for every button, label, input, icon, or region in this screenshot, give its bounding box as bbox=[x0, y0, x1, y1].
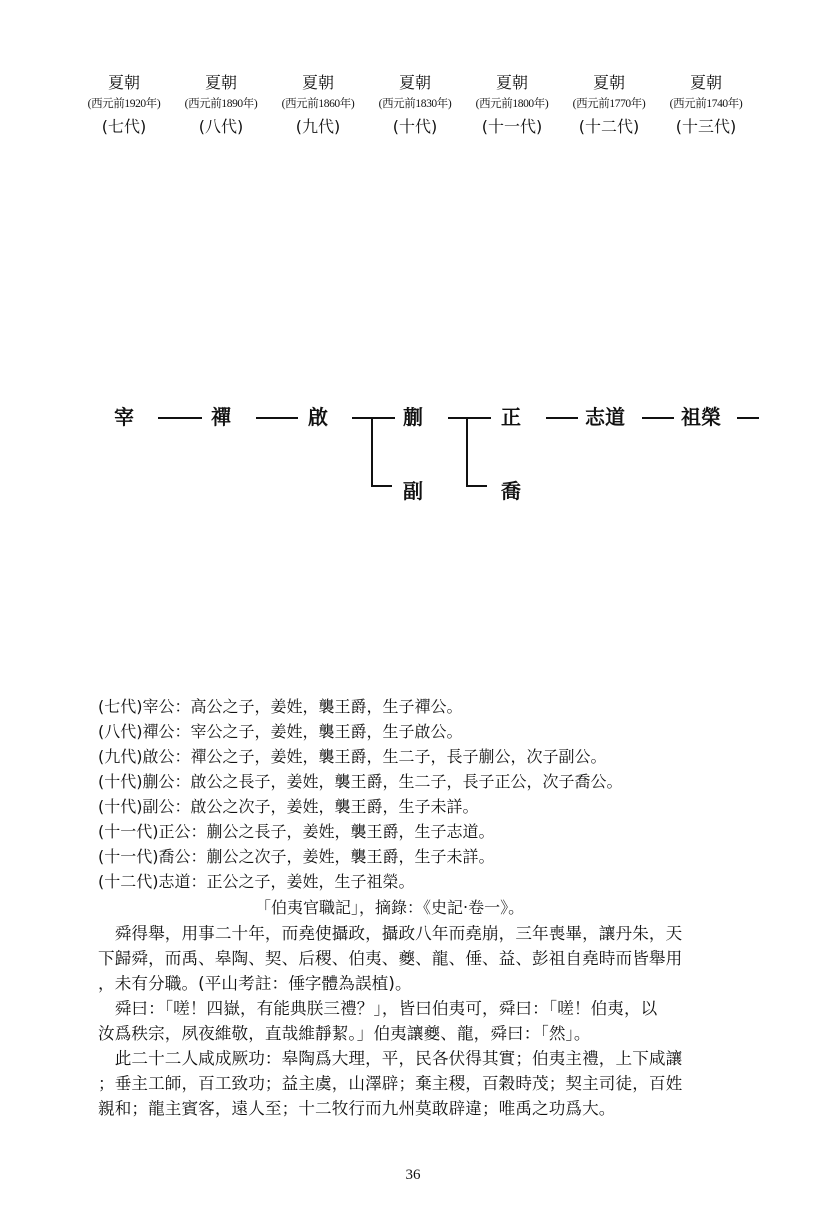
dynasty-label: 夏朝 bbox=[689, 73, 722, 92]
generation-label: (十二代) bbox=[578, 117, 640, 136]
year-label: (西元前1890年) bbox=[184, 98, 258, 110]
dynasty-label: 夏朝 bbox=[107, 73, 140, 92]
tree-connector bbox=[737, 417, 759, 419]
paragraph-line: 親和；龍主賓客，遠人至；十二牧行而九州莫敢辟違；唯禹之功爲大。 bbox=[98, 1099, 616, 1118]
generation-label: (十三代) bbox=[675, 117, 737, 136]
generation-column bbox=[172, 72, 270, 140]
dynasty-label: 夏朝 bbox=[495, 73, 528, 92]
generation-column bbox=[463, 72, 561, 140]
genealogy-entry: (十一代)正公：蒯公之長子，姜姓，襲王爵，生子志道。 bbox=[98, 822, 495, 841]
genealogy-entry: (十二代)志道：正公之子，姜姓，生子祖榮。 bbox=[98, 872, 415, 891]
year-label: (西元前1740年) bbox=[669, 98, 743, 110]
paragraph-line: 舜曰：「嗟！四嶽，有能典朕三禮？」，皆曰伯夷可，舜曰：「嗟！伯夷，以 bbox=[98, 999, 658, 1018]
dynasty-label: 夏朝 bbox=[301, 73, 334, 92]
generation-label: (七代) bbox=[101, 117, 147, 136]
tree-node-zurong: 祖榮 bbox=[681, 405, 721, 429]
tree-connector bbox=[642, 417, 674, 419]
year-label: (西元前1800年) bbox=[475, 98, 549, 110]
tree-connector bbox=[448, 417, 491, 419]
year-label: (西元前1770年) bbox=[572, 98, 646, 110]
tree-node-qiao: 喬 bbox=[501, 479, 521, 503]
page-number: 36 bbox=[405, 1167, 421, 1183]
tree-node-zhidao: 志道 bbox=[585, 405, 625, 429]
generation-label: (八代) bbox=[198, 117, 244, 136]
genealogy-entry: (十代)蒯公：啟公之長子，姜姓，襲王爵，生二子，長子正公，次子喬公。 bbox=[98, 772, 623, 791]
genealogy-entry: (八代)禪公：宰公之子，姜姓，襲王爵，生子啟公。 bbox=[98, 722, 463, 741]
generation-column bbox=[75, 72, 173, 140]
generation-label: (十一代) bbox=[481, 117, 543, 136]
tree-node-kuai: 蒯 bbox=[403, 405, 423, 429]
tree-connector bbox=[256, 417, 298, 419]
genealogy-entry: (七代)宰公：高公之子，姜姓，襲王爵，生子禪公。 bbox=[98, 697, 463, 716]
paragraph-line: 此二十二人咸成厥功：皋陶爲大理，平，民各伏得其實；伯夷主禮，上下咸讓 bbox=[98, 1049, 683, 1068]
tree-connector bbox=[158, 417, 202, 419]
year-label: (西元前1860年) bbox=[281, 98, 355, 110]
genealogy-entry: (九代)啟公：禪公之子，姜姓，襲王爵，生二子，長子蒯公，次子副公。 bbox=[98, 747, 607, 766]
year-label: (西元前1920年) bbox=[87, 98, 161, 110]
paragraph-line: 舜得舉，用事二十年，而堯使攝政，攝政八年而堯崩，三年喪畢，讓丹朱，天 bbox=[98, 924, 683, 943]
tree-branch-vertical bbox=[371, 417, 373, 485]
generation-label: (十代) bbox=[392, 117, 438, 136]
paragraph-line: 汝爲秩宗，夙夜維敬，直哉維靜絜。」伯夷讓夔、龍，舜曰：「然」。 bbox=[98, 1024, 591, 1043]
tree-node-zai: 宰 bbox=[114, 405, 134, 429]
paragraph-line: ；垂主工師，百工致功；益主虞，山澤辟；棄主稷，百穀時茂；契主司徒，百姓 bbox=[98, 1074, 683, 1093]
generation-column bbox=[269, 72, 367, 140]
paragraph-line: ，未有分職。(平山考註：倕字體為誤植)。 bbox=[98, 974, 412, 993]
tree-node-fu: 副 bbox=[403, 479, 423, 503]
tree-branch-vertical bbox=[466, 417, 468, 485]
excerpt-heading: 「伯夷官職記」，摘錄：《史記‧卷一》。 bbox=[255, 898, 525, 917]
tree-branch-horizontal bbox=[371, 485, 392, 487]
dynasty-label: 夏朝 bbox=[398, 73, 431, 92]
generation-column bbox=[657, 72, 755, 140]
dynasty-label: 夏朝 bbox=[592, 73, 625, 92]
generation-label: (九代) bbox=[295, 117, 341, 136]
tree-node-qi: 啟 bbox=[308, 405, 328, 429]
genealogy-entry: (十一代)喬公：蒯公之次子，姜姓，襲王爵，生子未詳。 bbox=[98, 847, 495, 866]
dynasty-label: 夏朝 bbox=[204, 73, 237, 92]
year-label: (西元前1830年) bbox=[378, 98, 452, 110]
tree-connector bbox=[352, 417, 395, 419]
tree-node-shan: 禪 bbox=[211, 405, 231, 429]
generation-column bbox=[366, 72, 464, 140]
generation-column bbox=[560, 72, 658, 140]
paragraph-line: 下歸舜，而禹、皋陶、契、后稷、伯夷、夔、龍、倕、益、彭祖自堯時而皆舉用 bbox=[98, 949, 683, 968]
tree-node-zheng: 正 bbox=[501, 405, 521, 429]
tree-connector bbox=[546, 417, 578, 419]
genealogy-entry: (十代)副公：啟公之次子，姜姓，襲王爵，生子未詳。 bbox=[98, 797, 479, 816]
tree-branch-horizontal bbox=[466, 485, 487, 487]
